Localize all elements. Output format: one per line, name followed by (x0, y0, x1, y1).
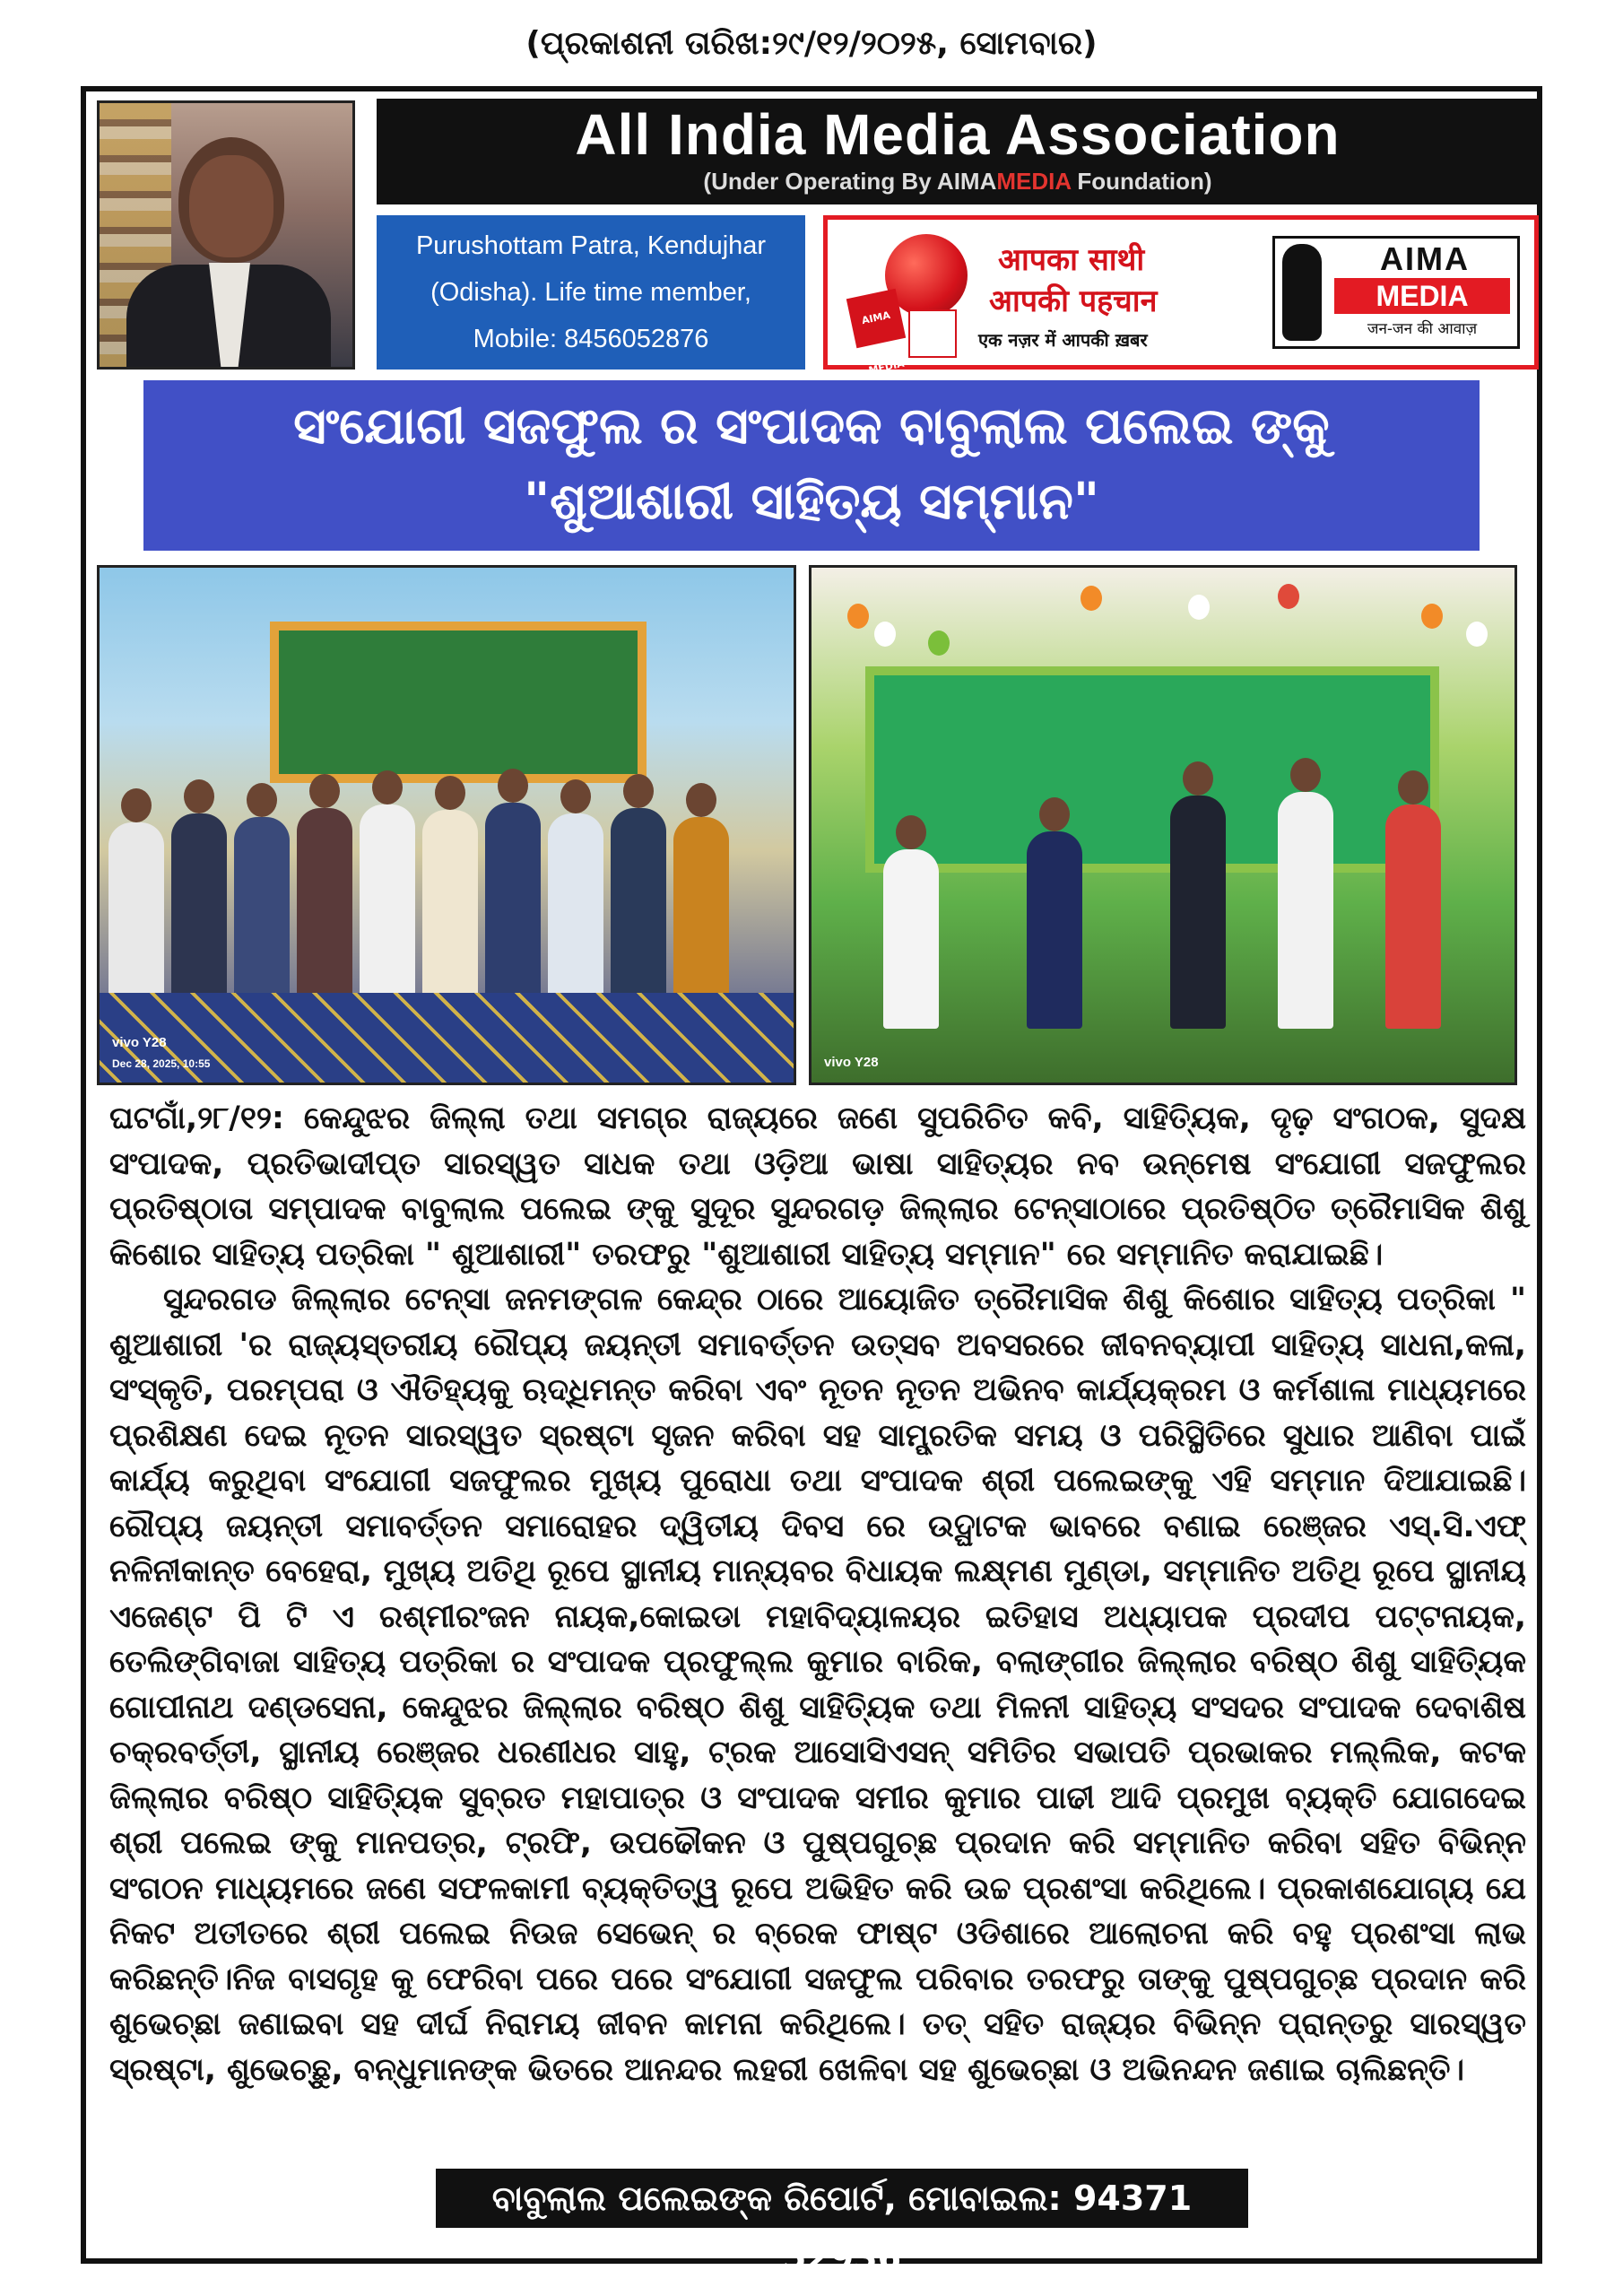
headline (143, 380, 1480, 551)
article-body (109, 1096, 1526, 2092)
publication-date: (ପ୍ରକାଶନୀ ତାରିଖ:୨୯/୧୨/୨୦୨୫, ସୋମବାର) (525, 25, 1098, 62)
headline-line-2: "ଶୁଆଶାରୀ ସାହିତ୍ୟ ସମ୍ମାନ" (524, 473, 1099, 531)
aima-media-logo (1272, 236, 1520, 349)
member-line-3: Mobile: 8456052876 (473, 325, 709, 353)
aima-media-ad (823, 215, 1539, 377)
microphone-icon (846, 234, 971, 377)
article-paragraph-1: ଘଟଗାଁ,୨୮/୧୨: କେନ୍ଦୁଝର ଜିଲ୍ଲା ତଥା ସମଗ୍ର ରାଜ୍ୟରେ ଜଣେ ସୁପରିଚିତ କବି, ସାହିତ୍ୟିକ, ଦୃଢ଼ ସଂଗଠକ, ସୁଦକ୍ଷ ସଂପାଦକ, ପ୍ରତିଭାଦୀପ୍ତ ସାରସ୍ୱତ ସାଧକ ତଥା ଓଡ଼ିଆ ଭାଷା ସାହିତ୍ୟର ନବ ଉନ୍ମେଷ ସଂଯୋଗୀ ସଜଫୁଲର ପ୍ରତିଷ୍ଠାତା ସମ୍ପାଦକ ବାବୁଲାଲ ପଲେଇ ଙ୍କୁ ସୁଦୂର ସୁନ୍ଦରଗଡ଼ ଜିଲ୍ଲାର ଟେନ୍ସାଠାରେ ପ୍ରତିଷ୍ଠିତ ତ୍ରୈମାସିକ ଶିଶୁ କିଶୋର ସାହିତ୍ୟ ପତ୍ରିକା " ଶୁଆଶାରୀ" ତରଫରୁ "ଶୁଆଶାରୀ ସାହିତ୍ୟ ସମ୍ମାନ" ରେ ସମ୍ମାନିତ କରାଯାଇଛି। (109, 1100, 1526, 1273)
ad-line-1: आपका साथी (998, 242, 1145, 278)
group-photo (97, 565, 796, 1085)
member-portrait (97, 100, 355, 370)
subtitle-highlight: MEDIA (996, 168, 1072, 195)
mic-flag-1: AIMA MEDIA (846, 289, 906, 348)
guest (1027, 831, 1082, 1029)
guest (1170, 796, 1226, 1029)
member-line-1: Purushottam Patra, Kendujhar (415, 231, 767, 260)
guest (883, 849, 939, 1029)
member-line-2: (Odisha). Life time member, (430, 278, 751, 307)
association-title: All India Media Association (575, 102, 1341, 167)
association-banner (377, 99, 1539, 204)
logo-tagline: जन-जन की आवाज़ (1367, 320, 1478, 338)
member-info (377, 215, 805, 370)
camera-date-stamp: Dec 28, 2025, 10:55 (112, 1057, 211, 1070)
subtitle-prefix: (Under Operating By AIMA (703, 168, 997, 195)
mic-flag-2 (908, 309, 957, 358)
guest (1385, 804, 1441, 1029)
guest (1278, 792, 1333, 1029)
ad-line-2: आपकी पहचान (989, 283, 1158, 319)
camera-stamp: vivo Y28 (112, 1035, 167, 1050)
headline-line-1: ସଂଯୋଗୀ ସଜଫୁଲ ର ସଂପାଦକ ବାବୁଲାଲ ପଲେଇ ଙ୍କୁ (293, 397, 1330, 456)
logo-aima: AIMA (1380, 240, 1470, 277)
guests-group (100, 733, 794, 1029)
award-photo (809, 565, 1517, 1085)
balloon-decoration (812, 568, 1517, 675)
ad-line-3: एक नज़र में आपकी ख़बर (978, 329, 1148, 351)
logo-mic-icon (1282, 244, 1322, 341)
association-subtitle (377, 167, 1539, 196)
portrait-face (189, 155, 273, 257)
subtitle-suffix: Foundation) (1071, 168, 1212, 195)
article-paragraph-2: ସୁନ୍ଦରଗଡ ଜିଲ୍ଲାର ଟେନ୍ସା ଜନମଙ୍ଗଳ କେନ୍ଦ୍ର ଠାରେ ଆୟୋଜିତ ତ୍ରୈମାସିକ ଶିଶୁ କିଶୋର ସାହିତ୍ୟ ପତ୍ରିକା " ଶୁଆଶାରୀ 'ର ରାଜ୍ୟସ୍ତରୀୟ ରୌପ୍ୟ ଜୟନ୍ତୀ ସମାବର୍ତ୍ତନ ଉତ୍ସବ ଅବସରରେ ଜୀବନବ୍ୟାପୀ ସାହିତ୍ୟ ସାଧନା,କଳା, ସଂସ୍କୃତି, ପରମ୍ପରା ଓ ଐତିହ୍ୟକୁ ଋଦ୍ଧିମନ୍ତ କରିବା ଏବଂ ନୂତନ ନୂତନ ଅଭିନବ କାର୍ଯ୍ୟକ୍ରମ ଓ କର୍ମଶାଳା ମାଧ୍ୟମରେ ପ୍ରଶିକ୍ଷଣ ଦେଇ ନୂତନ ସାରସ୍ୱତ ସ୍ରଷ୍ଟା ସୃଜନ କରିବା ସହ ସାମ୍ପ୍ରତିକ ସମୟ ଓ ପରିସ୍ଥିତିରେ ସୁଧାର ଆଣିବା ପାଇଁ କାର୍ଯ୍ୟ କରୁଥିବା ସଂଯୋଗୀ ସଜଫୁଲର ମୁଖ୍ୟ ପୁରୋଧା ତଥା ସଂପାଦକ ଶ୍ରୀ ପଲେଇଙ୍କୁ ଏହି ସମ୍ମାନ ଦିଆଯାଇଛି। ରୌପ୍ୟ ଜୟନ୍ତୀ ସମାବର୍ତ୍ତନ ସମାରୋହର ଦ୍ୱିତୀୟ ଦିବସ ରେ ଉଦ୍ଘାଟକ ଭାବରେ ବଣାଇ ରେଞ୍ଜର ଏସ୍.ସି.ଏଫ୍ ନଳିନୀକାନ୍ତ ବେହେରା, ମୁଖ୍ୟ ଅତିଥି ରୂପେ ସ୍ଥାନୀୟ ମାନ୍ୟବର ବିଧାୟକ ଲକ୍ଷ୍ମଣ ମୁଣ୍ଡା, ସମ୍ମାନିତ ଅତିଥି ରୂପେ ସ୍ଥାନୀୟ ଏଜେଣ୍ଟ ପି ଟି ଏ ରଶ୍ମୀରଂଜନ ନାୟକ,କୋଇଡା ମହାବିଦ୍ୟାଳୟର ଇତିହାସ ଅଧ୍ୟାପକ ପ୍ରଦୀପ ପଟ୍ଟନାୟକ, ତେଲିଙ୍ଗିବାଜା ସାହିତ୍ୟ ପତ୍ରିକା ର ସଂପାଦକ ପ୍ରଫୁଲ୍ଲ କୁମାର ବାରିକ, ବଲାଙ୍ଗୀର ଜିଲ୍ଲାର ବରିଷ୍ଠ ଶିଶୁ ସାହିତ୍ୟିକ ଗୋପୀନାଥ ଦଣ୍ଡସେନା, କେନ୍ଦୁଝର ଜିଲ୍ଲାର ବରିଷ୍ଠ ଶିଶୁ ସାହିତ୍ୟିକ ତଥା ମିଳନୀ ସାହିତ୍ୟ ସଂସଦର ସଂପାଦକ ଦେବାଶିଷ ଚକ୍ରବର୍ତ୍ତୀ, ସ୍ଥାନୀୟ ରେଞ୍ଜର ଧରଣୀଧର ସାହୁ, ଟ୍ରକ ଆସୋସିଏସନ୍ ସମିତିର ସଭାପତି ପ୍ରଭାକର ମଲ୍ଲିକ, କଟକ ଜିଲ୍ଲାର ବରିଷ୍ଠ ସାହିତ୍ୟିକ ସୁବ୍ରତ ମହାପାତ୍ର ଓ ସଂପାଦକ ସମୀର କୁମାର ପାଢୀ ଆଦି ପ୍ରମୁଖ ବ୍ୟକ୍ତି ଯୋଗଦେଇ ଶ୍ରୀ ପଲେଇ ଙ୍କୁ ମାନପତ୍ର, ଟ୍ରଫି, ଉପଢୌକନ ଓ ପୁଷ୍ପଗୁଚ୍ଛ ପ୍ରଦାନ କରି ସମ୍ମାନିତ କରିବା ସହିତ ବିଭିନ୍ନ ସଂଗଠନ ମାଧ୍ୟମରେ ଜଣେ ସଫଳକାମୀ ବ୍ୟକ୍ତିତ୍ୱ ରୂପେ ଅଭିହିତ କରି ଉଚ୍ଚ ପ୍ରଶଂସା କରିଥିଲେ। ପ୍ରକାଶଯୋଗ୍ୟ ଯେ ନିକଟ ଅତୀତରେ ଶ୍ରୀ ପଲେଇ ନିଉଜ ସେଭେନ୍ ର ବ୍ରେକ ଫାଷ୍ଟ ଓଡିଶାରେ ଆଲୋଚନା କରି ବହୁ ପ୍ରଶଂସା ଲାଭ କରିଛନ୍ତି।ନିଜ ବାସଗୃହ କୁ ଫେରିବା ପରେ ପରେ ସଂଯୋଗୀ ସଜଫୁଲ ପରିବାର ତରଫରୁ ତାଙ୍କୁ ପୁଷ୍ପଗୁଚ୍ଛ ପ୍ରଦାନ କରି ଶୁଭେଚ୍ଛା ଜଣାଇବା ସହ ଦୀର୍ଘ ନିରାମୟ ଜୀବନ କାମନା କରିଥିଲେ। ତତ୍ ସହିତ ରାଜ୍ୟର ବିଭିନ୍ନ ପ୍ରାନ୍ତରୁ ସାରସ୍ୱତ ସ୍ରଷ୍ଟା, ଶୁଭେଚ୍ଛୁ, ବନ୍ଧୁମାନଙ୍କ ଭିତରେ ଆନନ୍ଦର ଲହରୀ ଖେଳିବା ସହ ଶୁଭେଚ୍ଛା ଓ ଅଭିନନ୍ଦନ ଜଣାଇ ଚାଲିଛନ୍ତି। (109, 1282, 1526, 2088)
logo-media: MEDIA (1334, 278, 1510, 314)
reporter-credit: ବାବୁଲାଲ ପଲେଇଙ୍କ ରିପୋର୍ଟ, ମୋବାଇଲ: 94371 52936 (436, 2169, 1248, 2228)
camera-stamp: vivo Y28 (824, 1055, 879, 1070)
award-group (812, 733, 1515, 1029)
